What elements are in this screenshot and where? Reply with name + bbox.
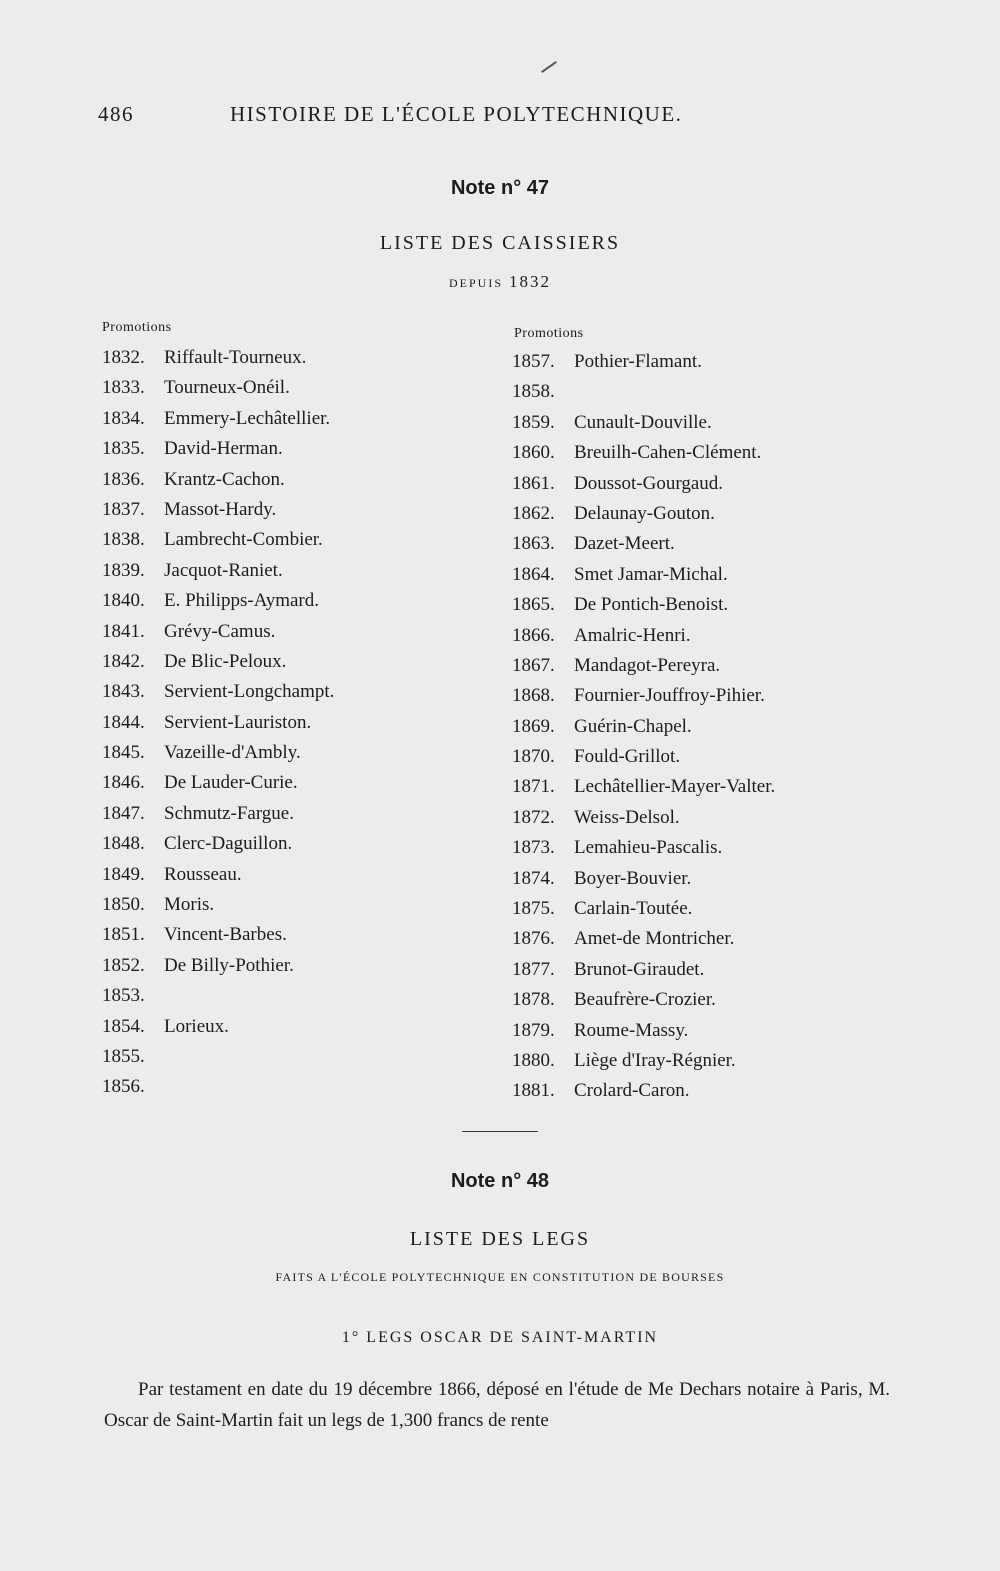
promotion-year: 1843. xyxy=(102,681,145,703)
cashier-names: De Lauder-Curie. xyxy=(164,772,298,794)
promotion-year: 1875. xyxy=(512,898,555,920)
cashier-names: De Pontich-Benoist. xyxy=(574,594,729,616)
left-promotion-entry xyxy=(102,618,334,648)
promotion-year: 1852. xyxy=(102,954,145,976)
cashier-names: Grévy-Camus. xyxy=(164,620,276,642)
cashier-names: Pothier-Flamant. xyxy=(574,351,702,372)
promotion-year: 1869. xyxy=(512,715,555,737)
cashier-names: Roume-Massy. xyxy=(574,1019,689,1041)
left-promotion-entry xyxy=(102,952,334,982)
right-promotion-entry xyxy=(512,1017,775,1047)
left-promotions-list xyxy=(102,344,334,1104)
cashier-names: Brunot-Giraudet. xyxy=(574,958,705,980)
promotion-year: 1865. xyxy=(512,594,555,616)
left-promotion-entry xyxy=(102,861,334,891)
legacy-section-heading: 1° LEGS OSCAR DE SAINT-MARTIN xyxy=(341,1329,659,1346)
cashier-names: Doussot-Gourgaud. xyxy=(574,472,724,494)
left-promotion-entry xyxy=(102,709,334,739)
right-promotion-entry xyxy=(512,500,775,530)
promotion-year: 1862. xyxy=(512,502,555,524)
cashier-names: Krantz-Cachon. xyxy=(164,468,285,490)
promotion-year: 1880. xyxy=(512,1049,555,1071)
cashier-names: Servient-Longchampt. xyxy=(164,681,335,703)
left-column-header: Promotions xyxy=(102,320,172,335)
left-promotion-entry xyxy=(102,466,334,496)
cashier-names: Vincent-Barbes. xyxy=(164,924,287,946)
left-promotion-entry xyxy=(102,344,334,374)
right-promotion-entry xyxy=(512,895,775,925)
right-promotion-entry xyxy=(512,1077,775,1107)
left-promotion-entry xyxy=(102,648,334,678)
cashier-names: Guérin-Chapel. xyxy=(574,715,692,737)
promotion-year: 1860. xyxy=(512,442,555,464)
promotion-year: 1844. xyxy=(102,711,145,733)
promotion-year: 1866. xyxy=(512,624,555,646)
subtitle-prefix: DEPUIS xyxy=(448,276,503,290)
promotion-year: 1840. xyxy=(102,590,145,612)
cashier-names: Weiss-Delsol. xyxy=(574,806,680,828)
cashier-names: Amalric-Henri. xyxy=(574,624,691,646)
right-promotion-entry xyxy=(512,834,775,864)
running-head xyxy=(98,102,778,134)
left-promotion-entry xyxy=(102,891,334,921)
right-promotion-entry xyxy=(512,378,775,408)
right-promotion-entry xyxy=(512,652,775,682)
cashier-names: De Billy-Pothier. xyxy=(164,954,294,976)
promotion-year: 1837. xyxy=(102,498,145,520)
cashier-names: Fould-Grillot. xyxy=(574,746,681,768)
promotion-year: 1873. xyxy=(512,837,555,859)
right-promotion-entry xyxy=(512,713,775,743)
promotion-year: 1867. xyxy=(512,654,555,676)
cashiers-list-title: LISTE DES CAISSIERS xyxy=(379,232,621,254)
cashiers-list-subtitle xyxy=(0,272,1000,292)
left-promotion-entry xyxy=(102,830,334,860)
cashier-names: Lorieux. xyxy=(164,1015,229,1037)
promotion-year: 1856. xyxy=(102,1076,145,1098)
promotion-year: 1849. xyxy=(102,863,145,885)
cashier-names: Mandagot-Pereyra. xyxy=(574,654,721,676)
right-promotions-list xyxy=(512,348,775,1108)
promotion-year: 1857. xyxy=(512,351,555,372)
promotion-year: 1881. xyxy=(512,1080,555,1102)
cashier-names: Tourneux-Onéil. xyxy=(164,377,290,399)
cashier-names: David-Herman. xyxy=(164,438,283,460)
right-promotion-entry xyxy=(512,865,775,895)
promotion-year: 1878. xyxy=(512,989,555,1011)
left-promotion-entry xyxy=(102,496,334,526)
cashier-names: Liège d'Iray-Régnier. xyxy=(574,1049,736,1071)
promotion-year: 1859. xyxy=(512,411,555,433)
cashier-names: Amet-de Montricher. xyxy=(574,928,735,950)
cashier-names: Beaufrère-Crozier. xyxy=(574,989,716,1011)
promotion-year: 1864. xyxy=(512,563,555,585)
promotion-year: 1839. xyxy=(102,559,145,581)
right-promotion-entry xyxy=(512,956,775,986)
promotion-year: 1879. xyxy=(512,1019,555,1041)
right-promotion-entry xyxy=(512,1047,775,1077)
promotion-year: 1832. xyxy=(102,347,145,368)
right-promotion-entry xyxy=(512,925,775,955)
pen-mark xyxy=(541,61,557,73)
promotion-year: 1853. xyxy=(102,985,145,1007)
section-divider xyxy=(462,1131,538,1132)
right-promotion-entry xyxy=(512,743,775,773)
left-promotion-entry xyxy=(102,405,334,435)
cashier-names: Rousseau. xyxy=(164,863,242,885)
promotion-year: 1841. xyxy=(102,620,145,642)
promotion-year: 1868. xyxy=(512,685,555,707)
promotion-year: 1871. xyxy=(512,776,555,798)
legacies-list-subtitle: FAITS A L'ÉCOLE POLYTECHNIQUE EN CONSTITUTION DE BOURSES xyxy=(275,1270,725,1284)
promotion-year: 1847. xyxy=(102,802,145,824)
promotion-year: 1858. xyxy=(512,381,555,403)
cashier-names: Massot-Hardy. xyxy=(164,498,277,520)
left-promotion-entry xyxy=(102,557,334,587)
book-title: HISTOIRE DE L'ÉCOLE POLYTECHNIQUE. xyxy=(230,102,683,126)
cashier-names: Lambrecht-Combier. xyxy=(164,529,323,551)
left-promotion-entry xyxy=(102,1013,334,1043)
page-number: 486 xyxy=(98,102,134,126)
left-promotion-entry xyxy=(102,526,334,556)
cashier-names: Delaunay-Gouton. xyxy=(574,502,715,524)
cashier-names: Jacquot-Raniet. xyxy=(164,559,283,581)
promotion-year: 1876. xyxy=(512,928,555,950)
promotion-year: 1877. xyxy=(512,958,555,980)
note-47-heading: Note n° 47 xyxy=(450,177,550,199)
right-promotion-entry xyxy=(512,773,775,803)
cashier-names: Smet Jamar-Michal. xyxy=(574,563,728,585)
promotion-year: 1846. xyxy=(102,772,145,794)
left-promotion-entry xyxy=(102,374,334,404)
legacy-paragraph: Par testament en date du 19 décembre 1866, déposé en l'étude de Me Dechars notaire à Paris, M. Oscar de Saint-Martin fait un legs de 1,300 francs de rente xyxy=(104,1379,890,1431)
note-48-heading: Note n° 48 xyxy=(450,1170,550,1192)
left-promotion-entry xyxy=(102,587,334,617)
right-column-header: Promotions xyxy=(514,326,584,341)
cashier-names: De Blic-Peloux. xyxy=(164,650,287,672)
promotion-year: 1834. xyxy=(102,407,145,429)
cashier-names: Crolard-Caron. xyxy=(574,1080,690,1102)
right-promotion-entry xyxy=(512,348,775,378)
cashier-names: Emmery-Lechâtellier. xyxy=(164,407,331,429)
promotion-year: 1842. xyxy=(102,650,145,672)
right-promotion-entry xyxy=(512,591,775,621)
cashier-names: Breuilh-Cahen-Clément. xyxy=(574,442,762,464)
right-promotion-entry xyxy=(512,530,775,560)
promotion-year: 1833. xyxy=(102,377,145,399)
left-promotion-entry xyxy=(102,800,334,830)
cashier-names: Servient-Lauriston. xyxy=(164,711,312,733)
cashier-names: Boyer-Bouvier. xyxy=(574,867,692,889)
promotion-year: 1863. xyxy=(512,533,555,555)
promotion-year: 1848. xyxy=(102,833,145,855)
left-promotion-entry xyxy=(102,769,334,799)
promotion-year: 1836. xyxy=(102,468,145,490)
cashier-names: Cunault-Douville. xyxy=(574,411,712,433)
right-promotion-entry xyxy=(512,986,775,1016)
promotion-year: 1838. xyxy=(102,529,145,551)
promotion-year: 1845. xyxy=(102,742,145,764)
cashier-names: Fournier-Jouffroy-Pihier. xyxy=(574,685,765,707)
right-promotion-entry xyxy=(512,470,775,500)
right-promotion-entry xyxy=(512,561,775,591)
promotion-year: 1855. xyxy=(102,1045,145,1067)
right-promotion-entry xyxy=(512,409,775,439)
promotion-year: 1870. xyxy=(512,746,555,768)
cashier-names: E. Philipps-Aymard. xyxy=(164,590,319,612)
left-promotion-entry xyxy=(102,982,334,1012)
subtitle-year: 1832 xyxy=(509,272,551,291)
cashier-names: Vazeille-d'Ambly. xyxy=(164,742,301,764)
promotion-year: 1874. xyxy=(512,867,555,889)
cashier-names: Schmutz-Fargue. xyxy=(164,802,294,824)
promotion-year: 1854. xyxy=(102,1015,145,1037)
cashier-names: Carlain-Toutée. xyxy=(574,898,693,920)
left-promotion-entry xyxy=(102,921,334,951)
right-promotion-entry xyxy=(512,439,775,469)
cashier-names: Moris. xyxy=(164,894,215,916)
left-promotion-entry xyxy=(102,1073,334,1103)
cashier-names: Clerc-Daguillon. xyxy=(164,833,293,855)
cashier-names: Lechâtellier-Mayer-Valter. xyxy=(574,776,776,798)
right-promotion-entry xyxy=(512,682,775,712)
left-promotion-entry xyxy=(102,1043,334,1073)
left-promotion-entry xyxy=(102,435,334,465)
cashier-names: Lemahieu-Pascalis. xyxy=(574,837,723,859)
promotion-year: 1850. xyxy=(102,894,145,916)
promotion-year: 1861. xyxy=(512,472,555,494)
left-promotion-entry xyxy=(102,739,334,769)
cashier-names: Dazet-Meert. xyxy=(574,533,675,555)
promotion-year: 1872. xyxy=(512,806,555,828)
left-promotion-entry xyxy=(102,678,334,708)
promotion-year: 1835. xyxy=(102,438,145,460)
promotion-year: 1851. xyxy=(102,924,145,946)
legacies-list-title: LISTE DES LEGS xyxy=(409,1228,591,1250)
right-promotion-entry xyxy=(512,804,775,834)
right-promotion-entry xyxy=(512,622,775,652)
cashier-names: Riffault-Tourneux. xyxy=(164,347,307,368)
